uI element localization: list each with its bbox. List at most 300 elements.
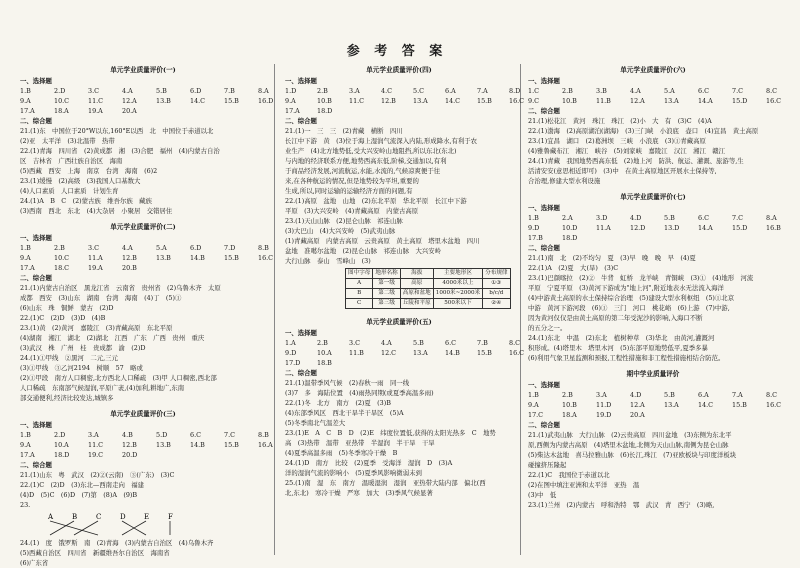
choice-answer: 20.A bbox=[122, 107, 137, 115]
table-cell: 高原和盆地 bbox=[400, 289, 433, 299]
section-heading: 单元学业质量评价(一) bbox=[110, 66, 176, 74]
choice-row bbox=[528, 86, 778, 96]
answer-line: (3)武汉 株 广州 桂 贵成都 渝 (2)D bbox=[20, 344, 146, 352]
answer-section bbox=[285, 311, 525, 498]
choice-answer: 5.D bbox=[156, 431, 168, 439]
spacer bbox=[20, 216, 266, 221]
choice-answer: 4.C bbox=[381, 87, 392, 95]
choice-answer: 13.B bbox=[156, 254, 171, 262]
answer-line: 24.(1)A B C (2)蒙古族 维吾尔族 藏族 bbox=[20, 197, 152, 205]
matching-letter: A bbox=[48, 513, 54, 521]
choice-row bbox=[20, 263, 266, 273]
table-cell: b/c/d bbox=[483, 289, 510, 299]
choice-answer: 13.B bbox=[156, 441, 171, 449]
choice-answer: 3.C bbox=[88, 87, 99, 95]
answer-line: 23.(1)兰州 (2)内蒙古 呼和浩特 鄂 武汉 青 西宁 (3)略, bbox=[528, 501, 715, 509]
matching-line bbox=[50, 521, 98, 535]
choice-answer: 17.A bbox=[20, 107, 35, 115]
choice-answer: 1.B bbox=[528, 214, 539, 222]
choice-answer: 12.B bbox=[381, 97, 396, 105]
choice-answer: 10.A bbox=[317, 349, 332, 357]
choice-label: 一、选择题 bbox=[528, 204, 560, 212]
choice-answer: 18.A bbox=[562, 411, 577, 419]
choice-answer: 4.A bbox=[381, 339, 392, 347]
answer-line: (5)冬季南北气温差大 bbox=[285, 419, 346, 427]
answer-line: 24.(1)东北 中温 (2)东北 植树种草 (3)华北 由黄河,灌溉河 bbox=[528, 334, 715, 342]
choice-answer: 17.B bbox=[528, 234, 543, 242]
answer-line: (5)西藏自治区 四川省 新疆维吾尔自治区 海南省 bbox=[20, 549, 170, 557]
answer-line: (3)大巴山 (4)大兴安岭 (5)武夷山脉 bbox=[285, 227, 396, 235]
choice-answer: 16.C bbox=[766, 401, 782, 409]
answer-line: 中游 黄河下游河段 (6)① 三门 河口 桃花峪 (6)上游 (7)中游, bbox=[528, 304, 730, 312]
choice-answer: 16.C bbox=[258, 254, 274, 262]
choice-answer: 14.A bbox=[698, 224, 713, 232]
table-cell: 丘陵和平原 bbox=[400, 299, 433, 309]
answer-line: 来,在各种航运的情况,但是地势较为平坦,重要的 bbox=[285, 177, 419, 185]
choice-answer: 2.B bbox=[317, 87, 328, 95]
choice-label: 一、选择题 bbox=[285, 77, 317, 85]
choice-label: 一、选择题 bbox=[20, 77, 52, 85]
answer-line: (6)利用气象卫星监测和预报,工程性措施和非工程性措施相结合防范。 bbox=[528, 354, 725, 362]
answer-line: 24.(1)青藏 我国地势西高东低 (2)地上河 防洪、航运、灌溉、旅游等,生 bbox=[528, 157, 744, 165]
answer-line: 22.(1)冬 北方 南方 (2)夏 (3)B bbox=[285, 399, 391, 407]
choice-answer: 10.B bbox=[562, 97, 577, 105]
choice-answer: 15.B bbox=[224, 254, 239, 262]
table-cell: ①③ bbox=[483, 279, 510, 289]
table-cell: 第一级 bbox=[373, 279, 400, 289]
comprehensive-label: 二、综合题 bbox=[285, 369, 317, 377]
answer-line: (3)西南 西北 东北 (4)大杂居 小聚居 交错居住 bbox=[20, 207, 173, 215]
choice-answer: 7.C bbox=[732, 214, 743, 222]
choice-row bbox=[20, 86, 269, 96]
choice-answer: 14.B bbox=[190, 441, 205, 449]
choice-answer: 9.A bbox=[20, 254, 31, 262]
choice-answer: 7.A bbox=[477, 87, 488, 95]
choice-answer: 12.A bbox=[630, 401, 645, 409]
answer-line: 生成,所以,同时运输的运输经济方面的问题,有 bbox=[285, 187, 413, 195]
choice-answer: 9.C bbox=[528, 97, 539, 105]
choice-answer: 5.B bbox=[413, 339, 424, 347]
section-heading: 单元学业质量评价(七) bbox=[620, 193, 686, 201]
answer-line: (4)D (5)C (6)D (7)第 (8)A (9)B bbox=[20, 491, 138, 499]
choice-row bbox=[528, 410, 778, 420]
choice-row bbox=[528, 233, 778, 243]
choice-answer: 10.B bbox=[562, 401, 577, 409]
table-row bbox=[346, 269, 511, 279]
table-cell: C bbox=[346, 299, 373, 309]
table-cell: 主要地形区 bbox=[433, 269, 482, 279]
answer-line: 积形成。(4)塔里木 塔里木河 (5)东部平原地势低平,夏季多暴 bbox=[528, 344, 708, 352]
choice-row bbox=[20, 430, 269, 440]
matching-line bbox=[74, 521, 98, 535]
choice-answer: 4.A bbox=[122, 87, 133, 95]
answer-line: 21.(1)东 中国位于20°W以东,160°E以西 北 中国位于赤道以北 bbox=[20, 127, 214, 135]
answer-line: 22.(1)A (2)夏 大(旱) (3)C bbox=[528, 264, 619, 272]
choice-answer: 11.A bbox=[596, 224, 611, 232]
answer-line: 原,西侧为内蒙古高原 (4)塔里木盆地,北侧为天山山脉,南侧为昆仑山脉 bbox=[528, 441, 729, 449]
choice-answer: 2.B bbox=[562, 391, 573, 399]
choice-answer: 14.C bbox=[698, 401, 714, 409]
choice-label: 一、选择题 bbox=[20, 421, 52, 429]
choice-answer: 15.D bbox=[732, 97, 748, 105]
answer-line: 24.(1) 度 饿罗斯 南 (2)青海 (3)内蒙古自治区 (4)乌鲁木齐 bbox=[20, 539, 214, 547]
choice-answer: 19.C bbox=[88, 451, 104, 459]
answer-line: (4)东部季风区 西北干旱半干旱区 (5)A bbox=[285, 409, 404, 417]
choice-answer: 1.C bbox=[528, 87, 539, 95]
answer-line: 23.(1)天山山脉 (2)昆仑山脉 祁连山脉 bbox=[285, 217, 403, 225]
answer-section bbox=[528, 186, 781, 363]
answer-line: (3)中 低 bbox=[528, 491, 557, 499]
answer-line: 25.(1)南 湿 东 南方 温暖湿润 湿润 亚热带大陆内部 偏北(西 bbox=[285, 479, 486, 487]
table-cell: 第二级 bbox=[373, 289, 400, 299]
choice-answer: 16.C bbox=[509, 97, 525, 105]
choice-answer: 8.C bbox=[766, 391, 777, 399]
choice-answer: 20.B bbox=[122, 264, 137, 272]
answer-line: 因为黄河仅仅是由黄土高原的第二年受泥沙的影响,入海口不断 bbox=[528, 314, 703, 322]
answer-line: (2)①甲段 南方人口稠密,北方西北人口稀疏 (3)甲 人口稠密,西北部 bbox=[20, 374, 217, 382]
choice-answer: 12.B bbox=[122, 254, 137, 262]
choice-row bbox=[285, 358, 513, 368]
choice-answer: 3.A bbox=[349, 87, 360, 95]
choice-answer: 17.A bbox=[20, 264, 35, 272]
choice-row bbox=[528, 96, 782, 106]
choice-answer: 8.D bbox=[509, 87, 521, 95]
choice-answer: 14.C bbox=[190, 97, 206, 105]
choice-answer: 6.C bbox=[698, 87, 709, 95]
answer-line: 21.(1)武夷山脉 大行山脉 (2)云贵高原 四川盆地 (3)东侧为东北平 bbox=[528, 431, 732, 439]
answer-line: 平原 宁夏平原 (3)黄河下游成为"地上河",附近地表水无法流入海洋 bbox=[528, 284, 724, 292]
choice-answer: 7.A bbox=[732, 391, 743, 399]
spacer bbox=[528, 186, 778, 191]
choice-answer: 5.A bbox=[156, 244, 167, 252]
table-cell: ②④ bbox=[483, 299, 510, 309]
column-divider bbox=[274, 64, 275, 555]
answer-line: 22.(1)青海 四川省 (2)黄成都 湘 (3)合肥 福州 (4)内蒙古自治 bbox=[20, 147, 220, 155]
choice-answer: 6.D bbox=[190, 87, 202, 95]
choice-answer: 5.B bbox=[156, 87, 167, 95]
section-heading: 单元学业质量评价(四) bbox=[366, 66, 432, 74]
choice-answer: 16.A bbox=[258, 441, 273, 449]
choice-answer: 9.A bbox=[20, 97, 31, 105]
answer-line: 碰撞挤压隆起 bbox=[528, 461, 567, 469]
comprehensive-label: 二、综合题 bbox=[20, 461, 52, 469]
choice-answer: 5.A bbox=[664, 87, 675, 95]
choice-answer: 18.B bbox=[317, 359, 332, 367]
answer-section bbox=[528, 363, 782, 510]
answer-column-3 bbox=[528, 64, 782, 555]
choice-answer: 2.D bbox=[54, 87, 66, 95]
answer-line: 洋的湿润气流的影响小 (5)夏季风影响微弱未到 bbox=[285, 469, 422, 477]
choice-answer: 6.C bbox=[190, 431, 201, 439]
matching-diagram bbox=[40, 511, 190, 537]
choice-answer: 19.A bbox=[88, 264, 103, 272]
choice-answer: 4.B bbox=[122, 431, 133, 439]
choice-row bbox=[528, 390, 778, 400]
choice-answer: 18.D bbox=[317, 107, 333, 115]
choice-answer: 1.A bbox=[285, 339, 296, 347]
choice-row bbox=[528, 213, 778, 223]
answer-line: (4)人口素质 人口素质 计划生育 bbox=[20, 187, 119, 195]
choice-answer: 4.D bbox=[630, 214, 642, 222]
answer-line: 24.(1)①甲线 ②黑河 二元,三元 bbox=[20, 354, 118, 362]
answer-line: (6)广东省 bbox=[20, 559, 49, 567]
choice-answer: 15.B bbox=[477, 97, 492, 105]
choice-row bbox=[285, 338, 520, 348]
choice-answer: 9.A bbox=[528, 401, 539, 409]
choice-answer: 9.A bbox=[20, 441, 31, 449]
answer-line: 合治理,修建大型水利设施 bbox=[528, 177, 601, 185]
answer-line: (6)山东 珠 铜鲜 蒙古 (2)D bbox=[20, 304, 114, 312]
answer-section bbox=[285, 65, 525, 309]
choice-answer: 2.D bbox=[54, 431, 66, 439]
choice-answer: 6.A bbox=[445, 87, 456, 95]
choice-answer: 12.A bbox=[122, 97, 137, 105]
answer-line: (5)柴达木盆地 喜马拉雅山脉 (6)长江,珠江 (7)亚欧板块与印度洋板块 bbox=[528, 451, 737, 459]
choice-answer: 5.B bbox=[664, 214, 675, 222]
choice-answer: 4.A bbox=[122, 244, 133, 252]
section-heading: 单元学业质量评价(三) bbox=[110, 410, 176, 418]
answer-line: (4)夏季高温多雨 (5)冬季寒冷干燥 B bbox=[285, 449, 398, 457]
answer-line: 22.(1)C 我国位于赤道以北 bbox=[528, 471, 610, 479]
choice-answer: 8.B bbox=[258, 244, 269, 252]
choice-answer: 16.D bbox=[258, 97, 274, 105]
answer-line: (4)中游黄土高原的水土保持综合治理 (5)建设大型水利枢纽 (5)①北京 bbox=[528, 294, 735, 302]
answer-line: 高 (3)热带 温带 亚热带 半湿润 半干旱 干旱 bbox=[285, 439, 448, 447]
choice-answer: 12.C bbox=[381, 349, 397, 357]
answer-line: (2)亚 太平洋 (3)北温带 热带 bbox=[20, 137, 115, 145]
choice-answer: 20.D bbox=[122, 451, 138, 459]
choice-answer: 17.C bbox=[528, 411, 544, 419]
answer-line: 21.(1)松花江 黄河 珠江 珠江 (2)小 大 有 (3)C (4)A bbox=[528, 117, 712, 125]
choice-answer: 20.A bbox=[630, 411, 645, 419]
choice-answer: 2.A bbox=[562, 214, 573, 222]
choice-answer: 8.A bbox=[258, 87, 269, 95]
answer-section bbox=[20, 65, 274, 216]
answer-line: 23.(1)黄 (2)黄河 嘉陵江 (3)青藏高原 东北平原 bbox=[20, 324, 173, 332]
comprehensive-label: 二、综合题 bbox=[20, 117, 52, 125]
choice-answer: 6.A bbox=[698, 391, 709, 399]
choice-answer: 1.B bbox=[20, 87, 31, 95]
choice-answer: 5.C bbox=[413, 87, 424, 95]
choice-answer: 6.C bbox=[445, 339, 456, 347]
table-cell: 高原 bbox=[400, 279, 433, 289]
choice-answer: 8.B bbox=[258, 431, 269, 439]
answer-line: 活清安安(意思相近即可) (3)中 在黄土高原地区开展水土保持等, bbox=[528, 167, 717, 175]
answer-line: (4)雅鲁藏布江 湘江 峡谷 (5)刘家峡 嘉陵江 汉江 湘江 赣江 bbox=[528, 147, 726, 155]
choice-answer: 17.A bbox=[285, 107, 300, 115]
table-cell: 地形名称 bbox=[373, 269, 400, 279]
choice-answer: 8.C bbox=[509, 339, 520, 347]
choice-answer: 15.B bbox=[224, 441, 239, 449]
choice-answer: 11.C bbox=[88, 97, 104, 105]
section-heading: 单元学业质量评价(二) bbox=[110, 223, 176, 231]
choice-answer: 18.A bbox=[54, 107, 69, 115]
answer-line: 22.(1)高原 盆地 山地 (2)东北平原 华北平原 长江中下游 bbox=[285, 197, 467, 205]
table-cell: 分布规律 bbox=[483, 269, 510, 279]
choice-answer: 2.B bbox=[54, 244, 65, 252]
comprehensive-label: 二、综合题 bbox=[20, 274, 52, 282]
choice-label: 一、选择题 bbox=[528, 381, 560, 389]
section-heading: 单元学业质量评价(五) bbox=[366, 318, 432, 326]
choice-answer: 3.B bbox=[596, 87, 607, 95]
table-row bbox=[346, 299, 511, 309]
table-cell: A bbox=[346, 279, 373, 289]
matching-letter: F bbox=[168, 513, 173, 521]
choice-answer: 9.A bbox=[285, 97, 296, 105]
choice-answer: 7.C bbox=[732, 87, 743, 95]
answer-line: 21.(1)温带季风气候 (2)春秋一雨 同一线 bbox=[285, 379, 410, 387]
matching-letter: E bbox=[144, 513, 150, 521]
answer-line: (5)西藏 西安 上海 南京 台湾 海南 (6)2 bbox=[20, 167, 158, 175]
answer-section bbox=[528, 65, 782, 186]
answer-line: 23. bbox=[20, 501, 31, 509]
table-row bbox=[346, 289, 511, 299]
choice-answer: 17.D bbox=[285, 359, 301, 367]
choice-label: 一、选择题 bbox=[285, 329, 317, 337]
choice-label: 一、选择题 bbox=[20, 234, 52, 242]
choice-answer: 14.C bbox=[445, 97, 461, 105]
table-cell: 1000米~2000米 bbox=[433, 289, 482, 299]
comprehensive-label: 二、综合题 bbox=[528, 244, 560, 252]
choice-row bbox=[285, 106, 513, 116]
answer-line: (2)在图中填注亚洲和太平洋 亚热 温 bbox=[528, 481, 640, 489]
answer-line: 21.(1)内蒙古自治区 黑龙江省 云南省 贵州省 (2)乌鲁木齐 太原 bbox=[20, 284, 221, 292]
choice-answer: 5.B bbox=[664, 391, 675, 399]
choice-answer: 14.A bbox=[698, 97, 713, 105]
choice-answer: 11.D bbox=[596, 401, 612, 409]
answer-line: 大行山脉 泰山 雪峰山 (3) bbox=[285, 257, 371, 265]
answer-line: (4)湖南 湘江 湖北 (2)湖北 江西 广东 广西 贵州 重庆 bbox=[20, 334, 205, 342]
choice-row bbox=[285, 86, 521, 96]
choice-answer: 8.C bbox=[766, 87, 777, 95]
choice-label: 一、选择题 bbox=[528, 77, 560, 85]
choice-answer: 10.A bbox=[54, 441, 69, 449]
answer-line: 23.(1)缓慢 (2)高级 (3)我国人口基数大 bbox=[20, 177, 141, 185]
choice-answer: 7.C bbox=[224, 431, 235, 439]
choice-answer: 13.B bbox=[156, 97, 171, 105]
answer-line: 21.(1)山东 粤 武汉 (2)②(云南) ③(广东) (3)C bbox=[20, 471, 175, 479]
choice-row bbox=[528, 223, 781, 233]
choice-answer: 11.C bbox=[88, 441, 104, 449]
comprehensive-label: 二、综合题 bbox=[528, 107, 560, 115]
choice-answer: 13.A bbox=[664, 97, 679, 105]
answer-line: (3)7 多 海陆位置 (4)雨热同期(或夏季高温多雨) bbox=[285, 389, 434, 397]
answer-line: 长江中下游 黄 (3)位于海上湿润气流深入内陆,形成降水,有利于农 bbox=[285, 137, 478, 145]
answer-line: 盆地 准噶尔盆地 (2)昆仑山脉 祁连山脉 大兴安岭 bbox=[285, 247, 442, 255]
answer-section bbox=[20, 403, 273, 568]
choice-answer: 16.B bbox=[766, 224, 781, 232]
choice-answer: 2.B bbox=[562, 87, 573, 95]
answer-line: 21.(1)南 北 (2)不均匀 夏 (3)早 晚 晚 早 (4)夏 bbox=[528, 254, 696, 262]
choice-answer: 13.D bbox=[664, 224, 680, 232]
table-cell: 第三级 bbox=[373, 299, 400, 309]
answer-line: 与内地的经济联系方便,地势西高东低,阶梯,交通加以,有利 bbox=[285, 157, 447, 165]
choice-row bbox=[20, 96, 274, 106]
choice-answer: 9.D bbox=[528, 224, 540, 232]
choice-row bbox=[20, 253, 274, 263]
table-row bbox=[346, 279, 511, 289]
choice-row bbox=[20, 450, 266, 460]
choice-row bbox=[20, 440, 273, 450]
answer-line: 区 吉林省 广西壮族自治区 海南 bbox=[20, 157, 123, 165]
choice-answer: 15.B bbox=[224, 97, 239, 105]
choice-row bbox=[20, 106, 266, 116]
answer-line: 23.(1)巴颜喀拉 (2)② 牛背 虹桥 龙羊峡 青铜峡 (3)① (4)地形 河流 bbox=[528, 274, 754, 282]
matching-letter: C bbox=[96, 513, 102, 521]
answer-line: 21.(1)一 三 三 (2)青藏 横断 四川 bbox=[285, 127, 403, 135]
answer-line: (3)①甲线 ③乙河2194 树顺 57 略或 bbox=[20, 364, 143, 372]
page-title: 参 考 答 案 bbox=[346, 44, 448, 59]
choice-answer: 15.D bbox=[732, 224, 748, 232]
answer-line: 平原 (3)大兴安岭 (4)青藏高原 内蒙古高原 bbox=[285, 207, 419, 215]
choice-answer: 1.D bbox=[285, 87, 297, 95]
choice-answer: 15.B bbox=[477, 349, 492, 357]
answer-line: 部交通便利,经济比较发达,城镇多 bbox=[20, 394, 114, 402]
spacer bbox=[285, 311, 513, 316]
choice-row bbox=[285, 96, 525, 106]
choice-answer: 16.C bbox=[509, 349, 525, 357]
choice-answer: 15.B bbox=[732, 401, 747, 409]
choice-answer: 13.A bbox=[413, 349, 428, 357]
answer-section bbox=[20, 216, 274, 403]
section-heading: 单元学业质量评价(六) bbox=[620, 66, 686, 74]
section-heading: 期中学业质量评价 bbox=[626, 370, 680, 378]
choice-answer: 3.A bbox=[596, 391, 607, 399]
choice-answer: 10.B bbox=[317, 97, 332, 105]
choice-answer: 3.D bbox=[596, 214, 608, 222]
choice-answer: 3.C bbox=[88, 244, 99, 252]
matching-line bbox=[50, 521, 74, 535]
choice-answer: 10.D bbox=[562, 224, 578, 232]
table-cell: 500米以下 bbox=[433, 299, 482, 309]
answer-line: 于商品经济发展,河流航运,水能,水流的,气候凉爽便于往 bbox=[285, 167, 441, 175]
choice-answer: 1.B bbox=[528, 391, 539, 399]
choice-answer: 7.B bbox=[224, 87, 235, 95]
choice-answer: 13.A bbox=[664, 401, 679, 409]
choice-answer: 2.B bbox=[317, 339, 328, 347]
table-cell: 海拔 bbox=[400, 269, 433, 279]
table-cell: 图中字母 bbox=[346, 269, 373, 279]
choice-answer: 11.B bbox=[596, 97, 611, 105]
answer-column-2 bbox=[285, 64, 525, 555]
choice-answer: 8.A bbox=[766, 214, 777, 222]
answer-line: 22.(1)C (2)D (3)东北—西南走向 福建 bbox=[20, 481, 145, 489]
choice-answer: 9.D bbox=[285, 349, 297, 357]
terrain-table bbox=[345, 268, 511, 309]
choice-answer: 4.A bbox=[630, 87, 641, 95]
choice-answer: 13.A bbox=[413, 97, 428, 105]
choice-answer: 3.C bbox=[349, 339, 360, 347]
comprehensive-label: 二、综合题 bbox=[285, 117, 317, 125]
choice-row bbox=[528, 400, 782, 410]
choice-answer: 18.D bbox=[54, 451, 70, 459]
choice-answer: 6.C bbox=[698, 214, 709, 222]
matching-letter: B bbox=[72, 513, 78, 521]
answer-line: 24.(1)D 南方 比较 (2)夏季 受海洋 湿润 D (3)A bbox=[285, 459, 453, 467]
choice-answer: 19.D bbox=[596, 411, 612, 419]
choice-answer: 14.B bbox=[190, 254, 205, 262]
choice-answer: 12.A bbox=[630, 97, 645, 105]
answer-line: (1)青藏高原 内蒙古高原 云贵高原 黄土高原 塔里木盆地 四川 bbox=[285, 237, 480, 245]
spacer bbox=[20, 403, 266, 408]
answer-line: 23.(1)E A C B D (2)E 纬度位置低,获得的太阳光热多 C 地势 bbox=[285, 429, 496, 437]
choice-answer: 1.B bbox=[20, 244, 31, 252]
choice-answer: 16.C bbox=[766, 97, 782, 105]
choice-answer: 14.B bbox=[445, 349, 460, 357]
column-divider bbox=[520, 64, 521, 555]
choice-answer: 3.A bbox=[88, 431, 99, 439]
choice-answer: 7.B bbox=[477, 339, 488, 347]
